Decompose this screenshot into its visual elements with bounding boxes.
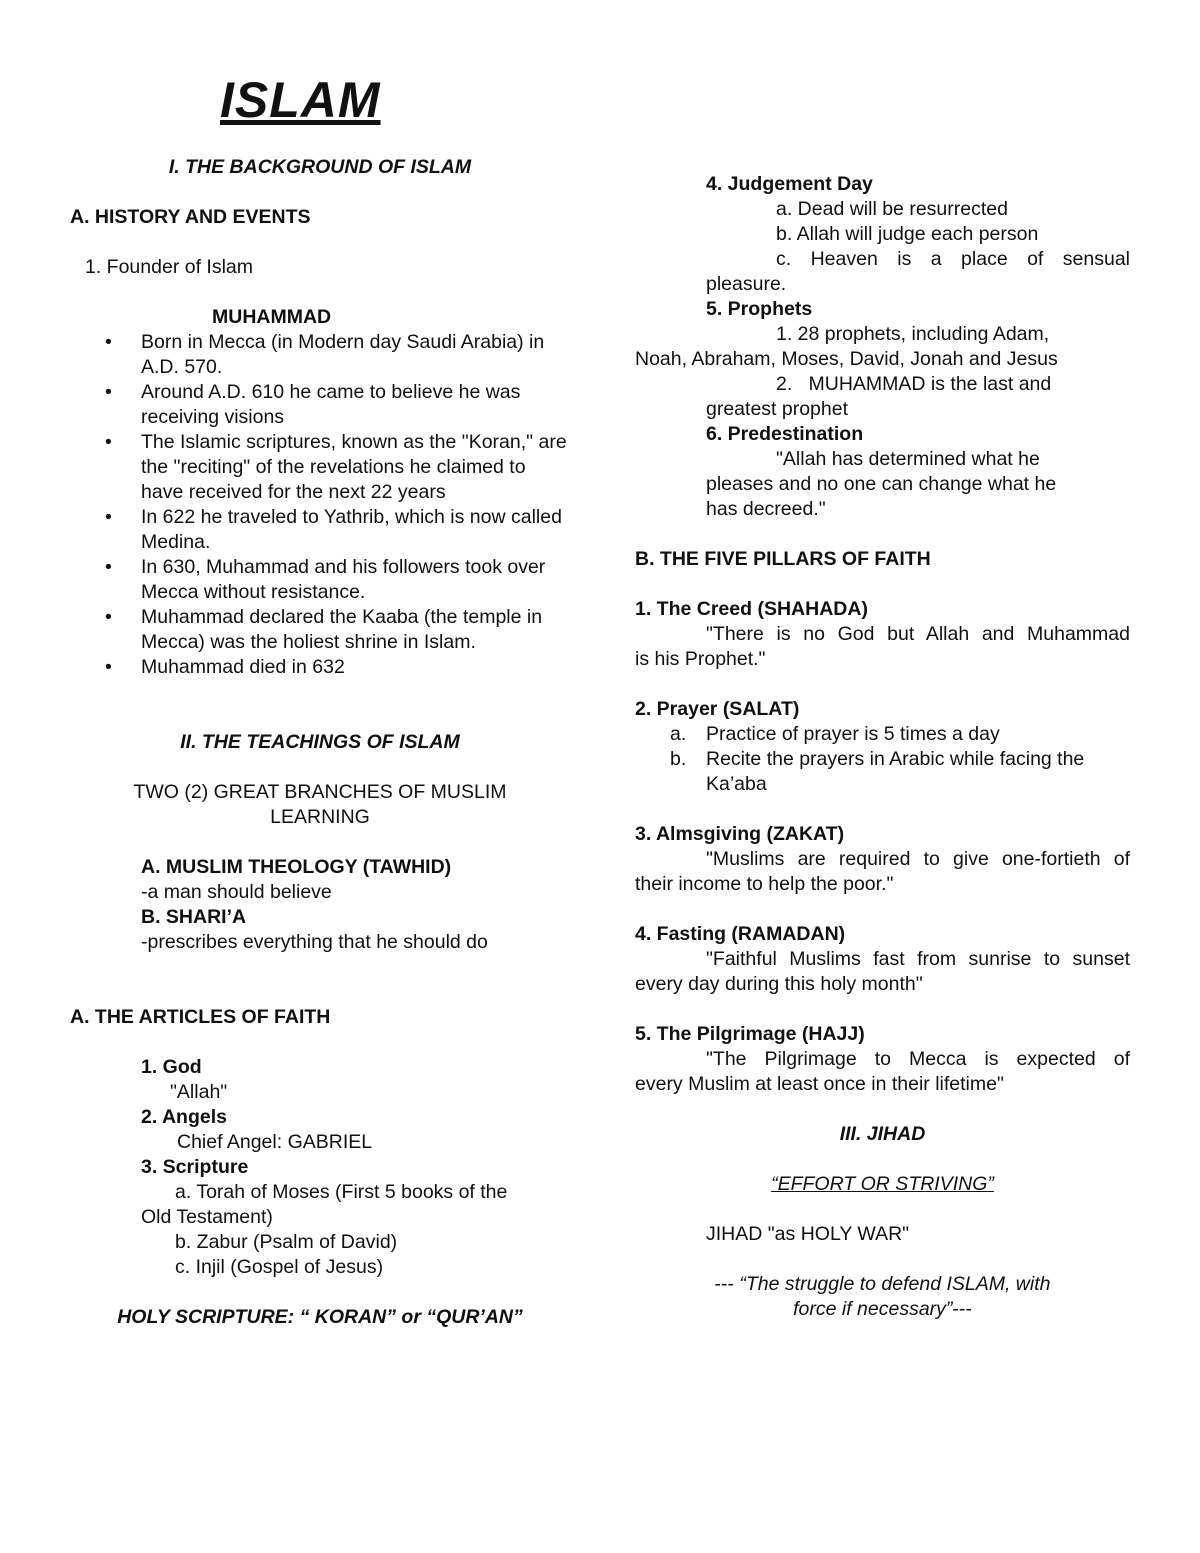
pillar-pilgrimage: 5. The Pilgrimage (HAJJ) — [635, 1023, 865, 1045]
section-teachings-heading: II. THE TEACHINGS OF ISLAM — [180, 731, 460, 753]
list-item: • Around A.D. 610 he came to believe he was receiving visions — [105, 381, 521, 428]
article-angels-description: Chief Angel: GABRIEL — [177, 1131, 373, 1153]
predestination-quote-3: has decreed." — [706, 498, 826, 520]
right-column — [635, 172, 1130, 1322]
list-item: • In 622 he traveled to Yathrib, which is now called Medina. — [105, 506, 562, 553]
holy-scripture-line: HOLY SCRIPTURE: “ KORAN” or “QUR’AN” — [117, 1306, 523, 1328]
pillar-almsgiving: 3. Almsgiving (ZAKAT) — [635, 823, 845, 845]
prophets-2: 2. MUHAMMAD is the last and — [776, 373, 1052, 395]
scripture-injil: c. Injil (Gospel of Jesus) — [175, 1256, 384, 1278]
branches-heading-line2: LEARNING — [270, 806, 370, 828]
bullet-icon: • — [105, 506, 112, 528]
list-item: b. Recite the prayers in Arabic while facing the Ka’aba — [670, 748, 1085, 795]
list-item: • Born in Mecca (in Modern day Saudi Arabia) in A.D. 570. — [105, 331, 545, 378]
article-predestination: 6. Predestination — [706, 423, 864, 445]
muhammad-heading: MUHAMMAD — [212, 306, 332, 328]
creed-quote-2: is his Prophet." — [635, 648, 766, 670]
jihad-meaning: “EFFORT OR STRIVING” — [771, 1173, 994, 1195]
prophets-1-cont: Noah, Abraham, Moses, David, Jonah and Jesus — [635, 348, 1058, 370]
alms-quote-2: their income to help the poor." — [635, 873, 894, 895]
prophets-2-cont: greatest prophet — [706, 398, 849, 420]
scripture-torah-cont: Old Testament) — [141, 1206, 273, 1228]
pillar-fasting: 4. Fasting (RAMADAN) — [635, 923, 846, 945]
creed-quote-1: "There is no God but Allah and Muhammad — [706, 623, 1130, 645]
list-item: a. Practice of prayer is 5 times a day — [670, 723, 1000, 745]
bullet-icon: • — [105, 556, 112, 578]
articles-faith-heading: A. THE ARTICLES OF FAITH — [70, 1006, 331, 1028]
article-judgement-day: 4. Judgement Day — [706, 173, 873, 195]
history-events-heading: A. HISTORY AND EVENTS — [70, 206, 311, 228]
list-item: • Muhammad died in 632 — [105, 656, 345, 678]
document-title: ISLAM — [220, 72, 381, 128]
scripture-torah: a. Torah of Moses (First 5 books of the — [175, 1181, 508, 1203]
fasting-quote-1: "Faithful Muslims fast from sunrise to sunset — [706, 948, 1130, 970]
section-jihad-heading: III. JIHAD — [839, 1123, 926, 1145]
bullet-icon: • — [105, 331, 112, 353]
prophets-1: 1. 28 prophets, including Adam, — [776, 323, 1050, 345]
predestination-quote-2: pleases and no one can change what he — [706, 473, 1057, 495]
article-angels: 2. Angels — [141, 1106, 227, 1128]
alms-quote-1: "Muslims are required to give one-fortieth of — [706, 848, 1130, 870]
branches-heading-line1: TWO (2) GREAT BRANCHES OF MUSLIM — [133, 781, 507, 803]
pillar-prayer: 2. Prayer (SALAT) — [635, 698, 800, 720]
sharia-description: -prescribes everything that he should do — [141, 931, 488, 953]
theology-heading: A. MUSLIM THEOLOGY (TAWHID) — [141, 856, 452, 878]
pilgrimage-quote-2: every Muslim at least once in their lifetime" — [635, 1073, 1004, 1095]
pilgrimage-quote-1: "The Pilgrimage to Mecca is expected of — [706, 1048, 1130, 1070]
theology-description: -a man should believe — [141, 881, 332, 903]
judgement-c-cont: pleasure. — [706, 273, 787, 295]
jihad-struggle-line1: --- “The struggle to defend ISLAM, with — [714, 1273, 1051, 1295]
judgement-a: a. Dead will be resurrected — [776, 198, 1008, 220]
jihad-holy-war: JIHAD "as HOLY WAR" — [706, 1223, 910, 1245]
founder-label: 1. Founder of Islam — [85, 256, 253, 278]
list-item: • In 630, Muhammad and his followers took over Mecca without resistance. — [105, 556, 546, 603]
judgement-c: c. Heaven is a place of sensual — [776, 248, 1130, 270]
jihad-struggle-line2: force if necessary”--- — [793, 1298, 972, 1320]
prayer-list — [635, 722, 1130, 797]
article-scripture: 3. Scripture — [141, 1156, 249, 1178]
muhammad-bullet-list — [70, 330, 570, 680]
article-god-description: "Allah" — [170, 1081, 228, 1103]
scripture-zabur: b. Zabur (Psalm of David) — [175, 1231, 398, 1253]
article-prophets: 5. Prophets — [706, 298, 813, 320]
fasting-quote-2: every day during this holy month" — [635, 973, 923, 995]
bullet-icon: • — [105, 656, 112, 678]
article-god: 1. God — [141, 1056, 202, 1078]
bullet-icon: • — [105, 606, 112, 628]
section-background-heading: I. THE BACKGROUND OF ISLAM — [168, 156, 472, 178]
judgement-b: b. Allah will judge each person — [776, 223, 1039, 245]
bullet-icon: • — [105, 431, 112, 453]
sharia-heading: B. SHARI’A — [141, 906, 247, 928]
bullet-icon: • — [105, 381, 112, 403]
five-pillars-heading: B. THE FIVE PILLARS OF FAITH — [635, 548, 931, 570]
pillar-creed: 1. The Creed (SHAHADA) — [635, 598, 868, 620]
list-item: • The Islamic scriptures, known as the "Koran," are the "reciting" of the revelations he claimed to have received for the next 22 years — [105, 431, 567, 503]
left-column — [70, 70, 570, 1330]
predestination-quote-1: "Allah has determined what he — [776, 448, 1040, 470]
list-item: • Muhammad declared the Kaaba (the temple in Mecca) was the holiest shrine in Islam. — [105, 606, 543, 653]
